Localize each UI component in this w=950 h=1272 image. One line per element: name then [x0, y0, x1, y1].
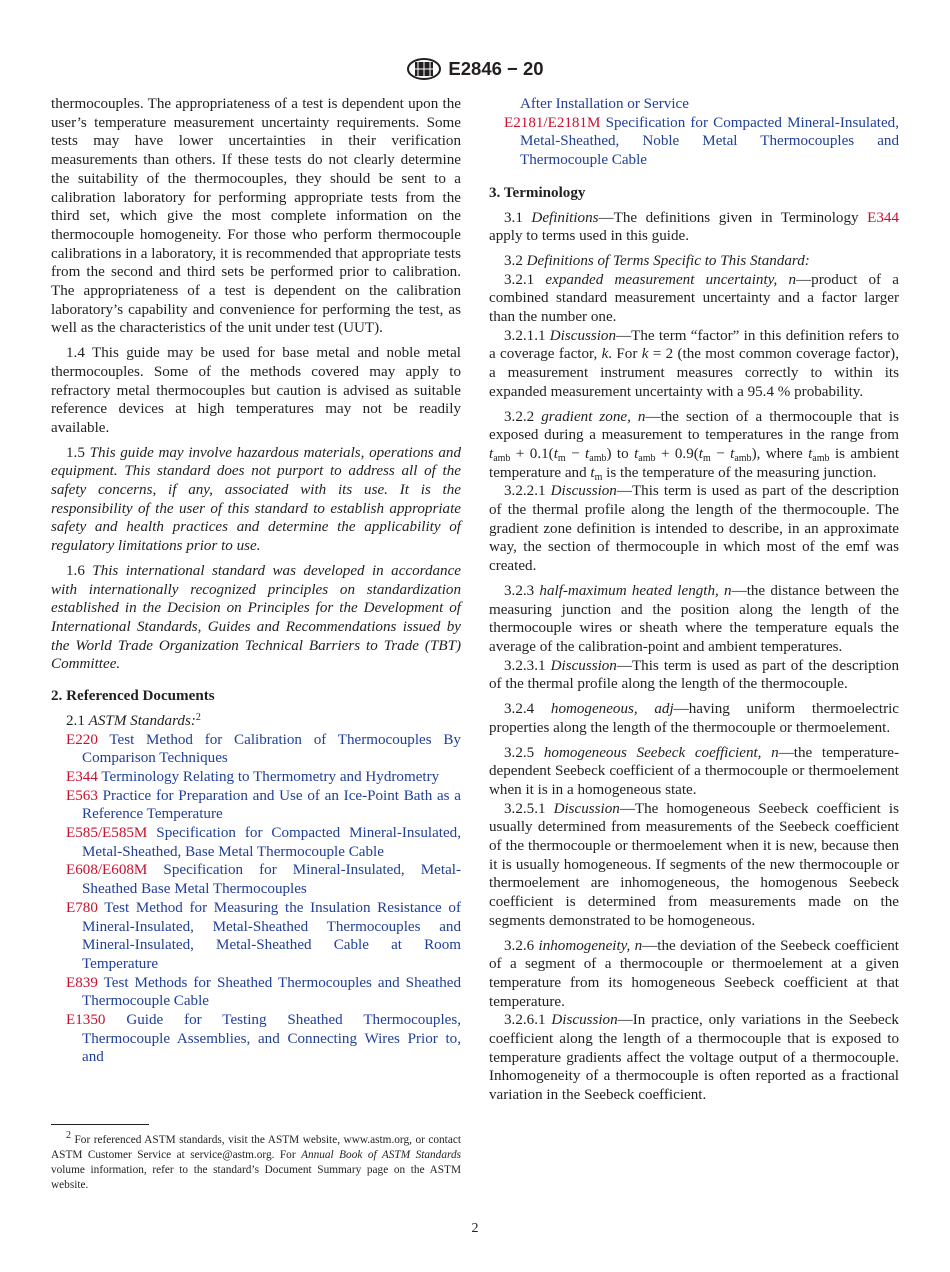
paragraph-3-2-3: 3.2.3 half-maximum heated length, n—the distance between the measuring junction and the position along the length of the thermocouple wires or sheath where the temperature equals the average of the calibration-point and ambient temperatures. [489, 582, 899, 655]
paragraph-3-2-2: 3.2.2 gradient zone, n—the section of a thermocouple that is exposed during a measurement to temperatures in the range from $t_{amb} + 0.1(t_m - t_{amb})$ to $t_{amb} + 0.9(t_m - t_{amb})$, where $t_{amb}$ is ambient temperature and $t_m$ is the temperature of the measuring junction. [489, 408, 900, 483]
standard-designation: E2846 − 20 [448, 57, 544, 79]
reference-item[interactable]: E839 Test Methods for Sheathed Thermocouples and Sheathed Thermocouple Cable [66, 974, 461, 1010]
footnote-divider [51, 1124, 149, 1125]
reference-item[interactable]: E563 Practice for Preparation and Use of an Ice-Point Bath as a Reference Temperature [66, 787, 461, 823]
paragraph-3-2-1: 3.2.1 expanded measurement uncertainty, n—product of a combined standard measurement uncertainty and a factor larger than the number one. [489, 271, 899, 326]
paragraph-3-2-1-1: 3.2.1.1 Discussion—The term “factor” in this definition refers to a coverage factor, k. For k = 2 (the most common coverage factor), a measurement instrument measures correctly to within its expanded measurement uncertainty with a 95.4 % probability. [489, 327, 899, 400]
left-column [51, 95, 461, 1067]
paragraph-2-1: 2.1 ASTM Standards:$^2$ [66, 711, 201, 729]
reference-item[interactable]: E1350 Guide for Testing Sheathed Thermocouples, Thermocouple Assemblies, and Connecting Wires Prior to, and [66, 1012, 461, 1066]
paragraph-3-2-2-1: 3.2.2.1 Discussion—This term is used as part of the description of the thermal profile along the length of the thermocouple. The gradient zone definition is intended to describe, in an approximate way, the section of thermocouple in which most of the emf was created. [489, 483, 899, 575]
section-heading-terminology: 3. Terminology [489, 184, 586, 201]
paragraph-1-6: 1.6 This international standard was developed in accordance with internationally recognized principles on standardization established in the Decision on Principles for the Development of International Standards, Guides and Recommendations issued by the World Trade Organization Technical Barriers to Trade (TBT) Committee. [51, 562, 461, 673]
reference-item[interactable]: E220 Test Method for Calibration of Thermocouples By Comparison Techniques [66, 731, 461, 767]
paragraph-3-2-6: 3.2.6 inhomogeneity, n—the deviation of the Seebeck coefficient of a segment of a thermocouple or thermoelement at a given temperature from its homogeneous Seebeck coefficient at that temperature. [489, 937, 900, 1010]
paragraph-3-2-5: 3.2.5 homogeneous Seebeck coefficient, n—the temperature-dependent Seebeck coefficient of a thermocouple or thermoelement when it is in a homogeneous state. [489, 744, 899, 798]
paragraph-3-2-5-1: 3.2.5.1 Discussion—The homogeneous Seebeck coefficient is usually determined from measurements of the Seebeck coefficient of the thermocouple or thermoelement when it is new, because then it is usually homogeneous. If segments of the new thermocouple or thermoelement are inhomogeneous, the homogenous Seebeck coefficient is determined from measurements made on the segments demonstrated to be homogeneous. [489, 800, 899, 929]
reference-item[interactable]: E585/E585M Specification for Compacted Mineral-Insulated, Metal-Sheathed, Base Metal Thermocouple Cable [66, 825, 461, 860]
section-heading-referenced-documents: 2. Referenced Documents [51, 688, 215, 705]
paragraph-3-2-3-1: 3.2.3.1 Discussion—This term is used as part of the description of the thermal profile along the length of the thermocouple. [489, 657, 899, 693]
link-e344[interactable]: E344 [867, 209, 899, 226]
paragraph-3-2-6-1: 3.2.6.1 Discussion—In practice, only variations in the Seebeck coefficient along the length of a thermocouple that is exposed to temperature gradients affect the voltage output of a thermocouple. Inhomogeneity of a thermocouple is often reported as a fractional variation in the Seebeck coefficient. [489, 1012, 899, 1104]
paragraph-continued: thermocouples. The appropriateness of a test is dependent upon the user’s temperature measurement uncertainty requirements. Some tests may have lower uncertainties in their verification measurements than others. If these tests do not clearly determine the suitability of the thermocouples, they should be sent to a calibration laboratory for performing appropriate tests from the third set, which give the most complete information on the thermocouple homogeneity. For those who perform thermocouple calibrations in a laboratory, it is recommended that appropriate tests from the second and third sets be performed prior to calibration. The appropriateness of a test is dependent on the calibration laboratory’s capability and convenience for performing the test, as well as the characteristics of the unit under test (UUT). [51, 96, 461, 337]
paragraph-3-2: 3.2 Definitions of Terms Specific to This Standard: [504, 252, 810, 269]
reference-item[interactable]: E2181/E2181M Specification for Compacted Mineral-Insulated, Metal-Sheathed, Noble Metal Thermocouples and Thermocouple Cable [504, 114, 899, 169]
footnote: $^2$ For referenced ASTM standards, visit the ASTM website, www.astm.org, or contact ASTM Customer Service at service@astm.org. For Annual Book of ASTM Standards volume information, refer to the standard’s Document Summary page on the ASTM website. [51, 1130, 461, 1191]
paragraph-3-1: 3.1 Definitions—The definitions given in Terminology E344 apply to terms used in this guide. [489, 209, 899, 245]
reference-item[interactable]: E344 Terminology Relating to Thermometry and Hydrometry [66, 768, 440, 785]
page-number: 2 [471, 1221, 479, 1236]
right-column [489, 95, 899, 1105]
paragraph-1-4: 1.4 This guide may be used for base metal and noble metal thermocouples. Some of the methods covered may apply to refractory metal thermocouples but caution is advised as suitable reference devices at high temperatures may not be readily available. [51, 345, 461, 436]
page-header [0, 56, 950, 82]
paragraph-1-5: 1.5 This guide may involve hazardous materials, operations and equipment. This standard does not purport to address all of the safety concerns, if any, associated with its use. It is the responsibility of the user of this standard to establish appropriate safety and health practices and determine the applicability of regulatory limitations prior to use. [51, 444, 461, 555]
paragraph-3-2-4: 3.2.4 homogeneous, adj—having uniform thermoelectric properties along the length of the thermocouple or thermoelement. [489, 701, 899, 736]
footnote-ref[interactable]: 2 [195, 711, 201, 723]
astm-logo-icon [406, 57, 442, 81]
reference-item[interactable]: E608/E608M Specification for Mineral-Insulated, Metal-Sheathed Base Metal Thermocouples [66, 862, 461, 898]
reference-item-continued[interactable]: After Installation or Service [520, 96, 689, 112]
reference-item[interactable]: E780 Test Method for Measuring the Insulation Resistance of Mineral-Insulated, Metal-Sheathed Thermocouples and Mineral-Insulated, Metal-Sheathed Cable at Room Temperature [66, 899, 461, 972]
